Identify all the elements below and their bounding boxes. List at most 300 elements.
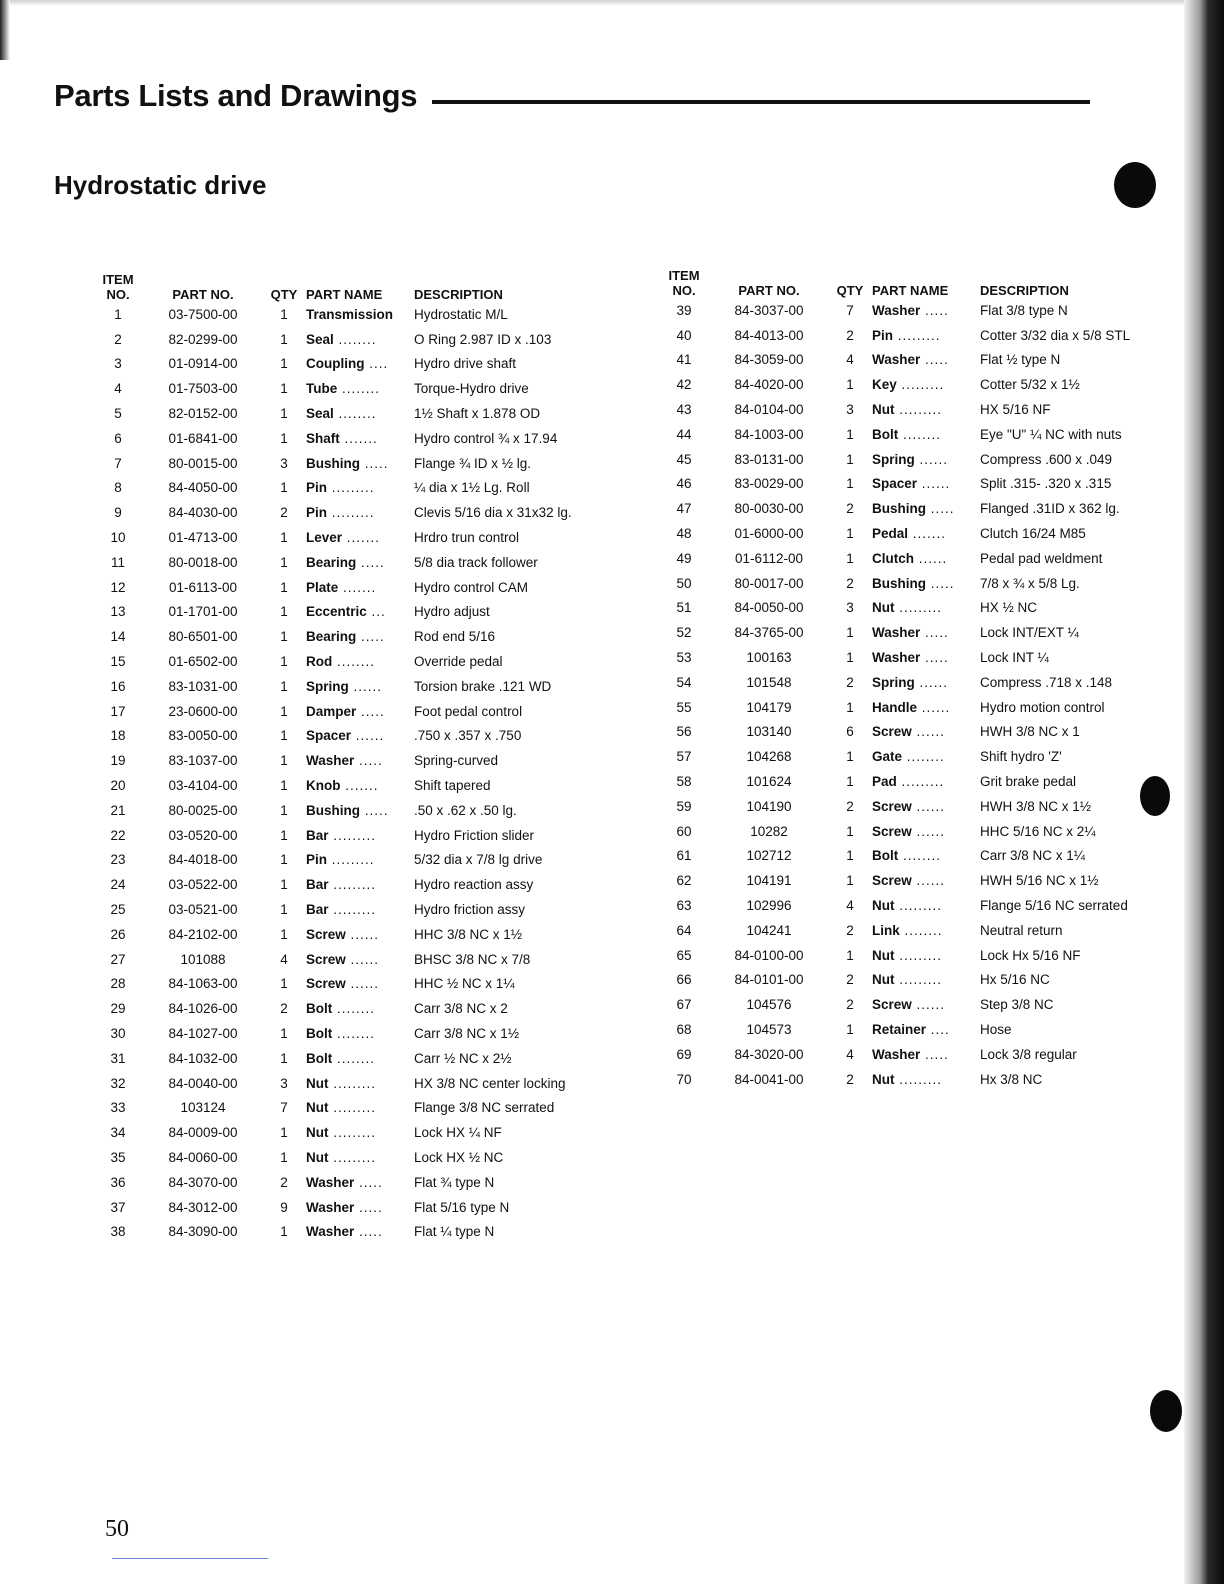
table-row xyxy=(658,695,1190,720)
leader-dots: .... xyxy=(364,356,389,372)
item-number: 57 xyxy=(676,749,692,765)
leader-dots: ...... xyxy=(351,728,385,744)
part-name-text: Washer xyxy=(872,650,921,666)
part-name xyxy=(306,1120,414,1145)
description: 5/8 dia track follower xyxy=(414,554,538,570)
table-row xyxy=(658,472,1190,497)
description: Flange 5/16 NC serrated xyxy=(980,898,1128,914)
part-name xyxy=(872,769,980,794)
leader-dots: ....... xyxy=(342,530,381,546)
table-row xyxy=(92,426,624,451)
part-name xyxy=(306,426,414,451)
item-number: 16 xyxy=(110,678,126,694)
quantity: 1 xyxy=(280,778,288,794)
quantity: 2 xyxy=(846,575,854,591)
item-number: 58 xyxy=(676,774,692,790)
description: Lock HX ¼ NF xyxy=(414,1125,502,1141)
quantity: 4 xyxy=(280,951,288,967)
part-name xyxy=(306,500,414,525)
part-name xyxy=(872,918,980,943)
leader-dots: ......... xyxy=(894,898,943,914)
description: Step 3/8 NC xyxy=(980,997,1054,1013)
quantity: 1 xyxy=(846,749,854,765)
quantity: 1 xyxy=(280,976,288,992)
part-name-text: Screw xyxy=(306,976,346,992)
part-number: 01-6112-00 xyxy=(734,550,804,566)
part-name-text: Screw xyxy=(872,798,912,814)
table-header-row xyxy=(92,272,624,302)
table-row xyxy=(92,401,624,426)
description: Hydrostatic M/L xyxy=(414,306,508,322)
part-name-text: Washer xyxy=(306,1174,355,1190)
part-number: 104241 xyxy=(746,922,792,938)
description: Torsion brake .121 WD xyxy=(414,678,552,694)
description: Clutch 16/24 M85 xyxy=(980,526,1086,542)
part-name xyxy=(306,773,414,798)
quantity: 1 xyxy=(280,381,288,397)
part-number: 100163 xyxy=(746,650,792,666)
part-name xyxy=(306,376,414,401)
item-number: 42 xyxy=(676,377,692,393)
table-row xyxy=(658,397,1190,422)
part-name xyxy=(306,972,414,997)
part-name-text: Bushing xyxy=(306,802,360,818)
quantity: 2 xyxy=(280,505,288,521)
table-row xyxy=(658,372,1190,397)
part-name xyxy=(872,968,980,993)
part-number: 84-1026-00 xyxy=(168,1001,238,1017)
item-number: 61 xyxy=(676,848,692,864)
part-name-text: Nut xyxy=(306,1149,329,1165)
part-name-text: Pin xyxy=(306,480,328,496)
table-row xyxy=(92,1021,624,1046)
leader-dots: ...... xyxy=(917,699,951,715)
leader-dots: ...... xyxy=(914,451,949,467)
quantity: 2 xyxy=(846,1071,854,1087)
description: Hydro control CAM xyxy=(414,579,529,595)
part-number: 84-4050-00 xyxy=(168,480,238,496)
leader-dots: ......... xyxy=(894,600,943,616)
table-row xyxy=(658,769,1190,794)
description: Flat ¼ type N xyxy=(414,1224,495,1240)
table-row xyxy=(658,670,1190,695)
part-number: 84-0041-00 xyxy=(734,1071,804,1087)
item-number: 43 xyxy=(676,402,692,418)
part-name-text: Bearing xyxy=(306,629,357,645)
part-name xyxy=(872,720,980,745)
part-name-text: Nut xyxy=(872,402,895,418)
description: Cotter 5/32 x 1½ xyxy=(980,377,1080,393)
quantity: 4 xyxy=(846,898,854,914)
item-number: 48 xyxy=(676,526,692,542)
part-name-text: Clutch xyxy=(872,550,914,566)
description: HWH 3/8 NC x 1½ xyxy=(980,798,1092,814)
description: HX ½ NC xyxy=(980,600,1038,616)
part-name xyxy=(306,922,414,947)
part-name xyxy=(306,1170,414,1195)
item-number: 29 xyxy=(110,1001,126,1017)
leader-dots: ......... xyxy=(328,827,377,843)
description: Carr 3/8 NC x 1½ xyxy=(414,1026,520,1041)
table-row xyxy=(92,773,624,798)
part-number: 84-3037-00 xyxy=(734,302,804,318)
item-number: 18 xyxy=(110,728,126,744)
part-name xyxy=(306,798,414,823)
leader-dots: ......... xyxy=(328,1149,377,1165)
item-number: 33 xyxy=(110,1100,126,1116)
quantity: 2 xyxy=(846,922,854,938)
part-number: 83-1031-00 xyxy=(168,678,238,694)
parts-table-right-body xyxy=(658,298,1190,1092)
part-name-text: Bar xyxy=(306,902,329,918)
quantity: 1 xyxy=(280,802,288,818)
item-number: 11 xyxy=(110,554,125,570)
description: HWH 3/8 NC x 1 xyxy=(980,724,1080,740)
col-header-part: PART NO. xyxy=(172,287,234,302)
quantity: 1 xyxy=(280,827,288,843)
table-row xyxy=(658,893,1190,918)
part-name xyxy=(872,323,980,348)
table-row xyxy=(92,1170,624,1195)
part-name xyxy=(306,947,414,972)
description: Flange ¾ ID x ½ lg. xyxy=(414,455,532,471)
part-name xyxy=(872,645,980,670)
description: Hydro drive shaft xyxy=(414,356,517,372)
description: Compress .718 x .148 xyxy=(980,674,1113,690)
table-row xyxy=(92,1145,624,1170)
quantity: 4 xyxy=(846,1046,854,1062)
item-number: 21 xyxy=(110,802,126,818)
part-name xyxy=(306,1071,414,1096)
quantity: 2 xyxy=(846,997,854,1013)
description: Cotter 3/32 dia x 5/8 STL xyxy=(980,327,1131,343)
leader-dots: ........ xyxy=(899,922,943,938)
quantity: 1 xyxy=(846,426,854,442)
part-name xyxy=(872,372,980,397)
part-number: 80-6501-00 xyxy=(168,629,238,645)
part-name-text: Damper xyxy=(306,703,357,719)
item-number: 36 xyxy=(110,1174,126,1190)
part-name xyxy=(306,848,414,873)
leader-dots: ......... xyxy=(894,1071,943,1087)
quantity: 3 xyxy=(846,402,854,418)
leader-dots: ...... xyxy=(911,798,946,814)
description: Hydro friction assy xyxy=(414,902,526,918)
table-row xyxy=(658,645,1190,670)
leader-dots: ......... xyxy=(328,1100,377,1116)
part-name xyxy=(306,674,414,699)
item-number: 2 xyxy=(114,331,122,347)
item-number: 68 xyxy=(676,1022,692,1037)
part-number: 83-0050-00 xyxy=(168,728,238,744)
table-row xyxy=(658,720,1190,745)
table-row xyxy=(92,1120,624,1145)
part-name xyxy=(872,472,980,497)
description: Lock HX ½ NC xyxy=(414,1149,504,1165)
quantity: 1 xyxy=(280,678,288,694)
leader-dots: ......... xyxy=(896,377,945,393)
table-row xyxy=(92,624,624,649)
table-row xyxy=(92,327,624,352)
part-name-text: Spring xyxy=(872,451,915,467)
quantity: 3 xyxy=(280,455,288,471)
leader-dots: ........ xyxy=(337,381,381,397)
description: .750 x .357 x .750 xyxy=(414,728,522,744)
part-name-text: Pad xyxy=(872,774,897,790)
part-number: 01-0914-00 xyxy=(168,356,238,372)
table-row xyxy=(658,496,1190,521)
part-name xyxy=(872,447,980,472)
description: Grit brake pedal xyxy=(980,774,1077,790)
part-number: 03-0520-00 xyxy=(168,827,238,843)
quantity: 3 xyxy=(846,600,854,616)
description: HWH 5/16 NC x 1½ xyxy=(980,873,1099,889)
part-name xyxy=(872,596,980,621)
footer-rule xyxy=(112,1558,268,1559)
part-name xyxy=(872,943,980,968)
quantity: 2 xyxy=(846,327,854,343)
item-number: 3 xyxy=(114,356,122,372)
part-number: 84-3020-00 xyxy=(734,1046,804,1062)
leader-dots: ..... xyxy=(360,802,389,818)
part-name xyxy=(872,695,980,720)
item-number: 41 xyxy=(676,352,692,368)
part-name-text: Washer xyxy=(306,753,355,769)
table-row xyxy=(92,897,624,922)
table-row xyxy=(92,1195,624,1220)
part-name-text: Nut xyxy=(872,1071,895,1087)
leader-dots: ...... xyxy=(917,476,951,492)
table-row xyxy=(658,868,1190,893)
part-name-text: Screw xyxy=(872,873,912,889)
item-number: 65 xyxy=(676,947,692,963)
leader-dots: ...... xyxy=(914,674,949,690)
quantity: 1 xyxy=(846,848,854,864)
part-name-text: Pedal xyxy=(872,526,909,542)
leader-dots: ........ xyxy=(333,406,377,422)
part-number: 84-4013-00 xyxy=(734,327,804,343)
table-row xyxy=(658,298,1190,323)
quantity: 6 xyxy=(846,724,854,740)
part-number: 84-3765-00 xyxy=(734,625,804,641)
part-number: 104179 xyxy=(746,699,792,715)
part-name xyxy=(306,550,414,575)
description: Flat 5/16 type N xyxy=(414,1199,510,1215)
item-number: 26 xyxy=(110,926,126,942)
part-number: 01-6841-00 xyxy=(168,430,238,446)
part-name xyxy=(306,302,414,327)
item-number: 56 xyxy=(676,724,692,740)
leader-dots: ...... xyxy=(345,926,380,942)
part-name-text: Seal xyxy=(306,406,334,422)
part-name-text: Screw xyxy=(306,951,346,967)
quantity: 1 xyxy=(280,1125,288,1141)
item-number: 9 xyxy=(114,505,122,521)
quantity: 1 xyxy=(846,476,854,492)
description: Flat ¾ type N xyxy=(414,1174,495,1190)
part-name xyxy=(872,1067,980,1092)
col-header-description: DESCRIPTION xyxy=(414,287,503,302)
quantity: 1 xyxy=(846,823,854,839)
leader-dots: ....... xyxy=(339,430,378,446)
item-number: 38 xyxy=(110,1224,126,1240)
item-number: 40 xyxy=(676,327,692,343)
part-name-text: Washer xyxy=(872,1046,921,1062)
description: Hose xyxy=(980,1022,1012,1037)
part-number: 104191 xyxy=(746,873,792,889)
item-number: 51 xyxy=(676,600,692,616)
leader-dots: ...... xyxy=(345,951,380,967)
quantity: 1 xyxy=(280,926,288,942)
part-name xyxy=(872,819,980,844)
quantity: 1 xyxy=(846,947,854,963)
leader-dots: ......... xyxy=(328,1125,377,1141)
part-number: 84-0060-00 xyxy=(168,1149,238,1165)
description: Lock 3/8 regular xyxy=(980,1046,1077,1062)
part-number: 104190 xyxy=(746,798,792,814)
description: Carr 3/8 NC x 1¼ xyxy=(980,848,1086,864)
quantity: 1 xyxy=(280,1224,288,1240)
quantity: 1 xyxy=(280,579,288,595)
description: Shift tapered xyxy=(414,778,491,794)
part-number: 03-4104-00 xyxy=(168,778,238,794)
binder-hole-icon xyxy=(1150,1390,1182,1432)
quantity: 1 xyxy=(280,406,288,422)
part-name xyxy=(306,699,414,724)
part-name-text: Nut xyxy=(872,947,895,963)
part-name xyxy=(872,794,980,819)
leader-dots: ........ xyxy=(332,654,376,670)
part-number: 101548 xyxy=(746,674,792,690)
description: Flanged .31ID x 362 lg. xyxy=(980,501,1120,517)
item-number: 49 xyxy=(676,550,692,566)
scan-edge-top xyxy=(0,0,1224,6)
parts-table-right xyxy=(658,268,1190,1092)
part-name-text: Screw xyxy=(872,997,912,1013)
quantity: 1 xyxy=(280,852,288,868)
part-name xyxy=(306,823,414,848)
item-number: 32 xyxy=(110,1075,126,1091)
part-name xyxy=(306,624,414,649)
quantity: 1 xyxy=(280,1149,288,1165)
quantity: 9 xyxy=(280,1199,288,1215)
table-row xyxy=(658,348,1190,373)
part-number: 84-0040-00 xyxy=(168,1075,238,1091)
part-number: 84-0100-00 xyxy=(734,947,804,963)
part-number: 84-3012-00 xyxy=(168,1199,238,1215)
item-number: 28 xyxy=(110,976,126,992)
leader-dots: ......... xyxy=(328,877,377,893)
item-number: 7 xyxy=(114,455,122,471)
quantity: 1 xyxy=(280,1050,288,1066)
part-name-text: Bushing xyxy=(872,575,926,591)
part-number: 101088 xyxy=(180,951,226,967)
part-name-text: Nut xyxy=(306,1125,329,1141)
item-number: 37 xyxy=(110,1199,126,1215)
item-number: 13 xyxy=(110,604,126,620)
description: ¼ dia x 1½ Lg. Roll xyxy=(414,480,530,496)
description: 7/8 x ¾ x 5/8 Lg. xyxy=(980,575,1080,591)
part-name xyxy=(306,1096,414,1121)
part-number: 102996 xyxy=(746,898,792,914)
part-name xyxy=(872,298,980,323)
item-number: 35 xyxy=(110,1149,126,1165)
quantity: 1 xyxy=(280,753,288,769)
table-row xyxy=(658,992,1190,1017)
item-number: 4 xyxy=(114,381,122,397)
description: Hx 5/16 NC xyxy=(980,972,1050,988)
table-row xyxy=(658,571,1190,596)
leader-dots: ......... xyxy=(327,505,375,521)
leader-dots: ......... xyxy=(328,1075,377,1091)
table-row xyxy=(92,575,624,600)
part-name-text: Bolt xyxy=(306,1001,333,1017)
table-row xyxy=(658,819,1190,844)
part-number: 84-4030-00 xyxy=(168,505,238,521)
part-number: 80-0030-00 xyxy=(734,501,804,517)
description: Foot pedal control xyxy=(414,703,523,719)
part-name-text: Coupling xyxy=(306,356,365,372)
part-name-text: Pin xyxy=(872,327,894,343)
leader-dots: ....... xyxy=(340,778,379,794)
part-name-text: Seal xyxy=(306,331,334,347)
table-row xyxy=(92,376,624,401)
part-number: 03-0522-00 xyxy=(168,877,238,893)
description: Neutral return xyxy=(980,922,1063,938)
part-name-text: Washer xyxy=(872,302,921,318)
description: Carr 3/8 NC x 2 xyxy=(414,1001,508,1017)
part-name xyxy=(872,496,980,521)
leader-dots: ..... xyxy=(920,1046,949,1062)
quantity: 1 xyxy=(280,554,288,570)
item-number: 19 xyxy=(110,753,126,769)
part-name-text: Spacer xyxy=(306,728,352,744)
quantity: 1 xyxy=(280,703,288,719)
part-name-text: Tube xyxy=(306,381,338,397)
part-number: 83-0131-00 xyxy=(734,451,804,467)
leader-dots: ........ xyxy=(332,1026,376,1041)
leader-dots: ..... xyxy=(926,501,955,517)
part-name xyxy=(306,1021,414,1046)
col-header-item: ITEM NO. xyxy=(668,268,700,298)
leader-dots: ......... xyxy=(327,480,375,496)
leader-dots: ...... xyxy=(345,976,380,992)
item-number: 70 xyxy=(676,1071,692,1087)
description: BHSC 3/8 NC x 7/8 xyxy=(414,951,531,967)
quantity: 2 xyxy=(846,501,854,517)
item-number: 62 xyxy=(676,873,692,889)
leader-dots: ..... xyxy=(356,703,385,719)
table-row xyxy=(92,451,624,476)
table-row xyxy=(92,748,624,773)
part-name xyxy=(306,575,414,600)
quantity: 1 xyxy=(280,654,288,670)
table-row xyxy=(92,699,624,724)
part-name-text: Gate xyxy=(872,749,903,765)
description: HHC ½ NC x 1¼ xyxy=(414,976,515,992)
quantity: 1 xyxy=(280,728,288,744)
col-header-name: PART NAME xyxy=(872,283,949,298)
leader-dots: ......... xyxy=(893,327,941,343)
part-number: 84-1032-00 xyxy=(168,1050,238,1066)
table-row xyxy=(658,422,1190,447)
item-number: 47 xyxy=(676,501,692,517)
part-name-text: Link xyxy=(872,922,900,938)
part-name-text: Bar xyxy=(306,827,329,843)
part-name-text: Shaft xyxy=(306,430,340,446)
item-number: 39 xyxy=(676,302,692,318)
description: HX 3/8 NC center locking xyxy=(414,1075,566,1091)
